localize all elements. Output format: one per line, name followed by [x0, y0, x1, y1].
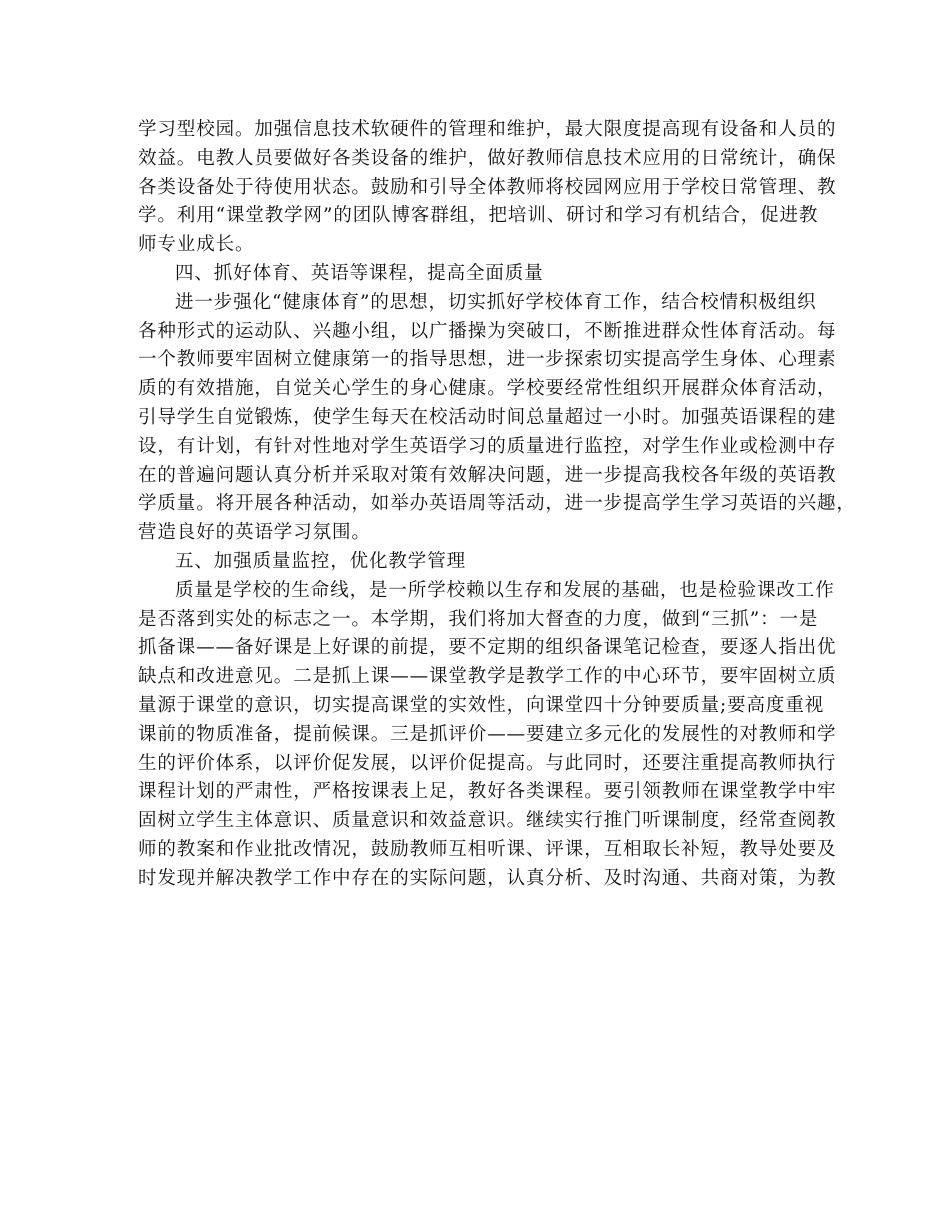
text-line: 四、抓好体育、英语等课程，提高全面质量	[175, 262, 544, 284]
text-line: 缺点和改进意见。二是抓上课——课堂教学是教学工作的中心环节，要牢固树立质	[138, 666, 837, 688]
text-line: 各类设备处于待使用状态。鼓励和引导全体教师将校园网应用于学校日常管理、教	[138, 176, 837, 198]
text-line: 设，有计划，有针对性地对学生英语学习的质量进行监控，对学生作业或检测中存	[138, 435, 837, 457]
text-line: 在的普遍问题认真分析并采取对策有效解决问题，进一步提高我校各年级的英语教	[138, 464, 837, 486]
text-line: 课程计划的严肃性，严格按课表上足，教好各类课程。要引领教师在课堂教学中牢	[138, 781, 837, 803]
text-line: 效益。电教人员要做好各类设备的维护，做好教师信息技术应用的日常统计，确保	[138, 147, 837, 169]
text-line: 质的有效措施，自觉关心学生的身心健康。学校要经常性组织开展群众体育活动，	[138, 378, 837, 400]
text-line: 引导学生自觉锻炼，使学生每天在校活动时间总量超过一小时。加强英语课程的建	[138, 406, 837, 428]
text-line: 营造良好的英语学习氛围。	[138, 522, 371, 544]
text-line: 学。利用“课堂教学网”的团队博客群组，把培训、研讨和学习有机结合，促进教	[138, 205, 819, 227]
text-line: 进一步强化“健康体育”的思想，切实抓好学校体育工作，结合校情积极组织	[175, 291, 817, 313]
text-line: 师专业成长。	[138, 234, 255, 256]
text-line: 抓备课——备好课是上好课的前提，要不定期的组织备课笔记检查，要逐人指出优	[138, 637, 837, 659]
text-line: 是否落到实处的标志之一。本学期，我们将加大督查的力度，做到“三抓”：一是	[138, 608, 819, 630]
text-line: 学习型校园。加强信息技术软硬件的管理和维护，最大限度提高现有设备和人员的	[138, 119, 837, 140]
text-line: 生的评价体系，以评价促发展，以评价促提高。与此同时，还要注重提高教师执行	[138, 752, 837, 774]
text-line: 课前的物质准备，提前候课。三是抓评价——要建立多元化的发展性的对教师和学	[138, 723, 837, 745]
text-line: 各种形式的运动队、兴趣小组，以广播操为突破口，不断推进群众性体育活动。每	[138, 320, 837, 342]
text-line: 质量是学校的生命线，是一所学校赖以生存和发展的基础，也是检验课改工作	[175, 579, 835, 601]
text-line: 一个教师要牢固树立健康第一的指导思想，进一步探索切实提高学生身体、心理素	[138, 349, 837, 371]
text-line: 学质量。将开展各种活动，如举办英语周等活动，进一步提高学生学习英语的兴趣，	[138, 493, 856, 515]
text-line: 时发现并解决教学工作中存在的实际问题，认真分析、及时沟通、共商对策，为教	[138, 867, 837, 889]
document-body	[138, 116, 856, 894]
text-line: 师的教案和作业批改情况，鼓励教师互相听课、评课，互相取长补短，教导处要及	[138, 838, 837, 860]
text-line: 五、加强质量监控，优化教学管理	[175, 550, 467, 572]
text-line: 量源于课堂的意识，切实提高课堂的实效性，向课堂四十分钟要质量;要高度重视	[138, 694, 825, 716]
text-line: 固树立学生主体意识、质量意识和效益意识。继续实行推门听课制度，经常查阅教	[138, 810, 837, 832]
